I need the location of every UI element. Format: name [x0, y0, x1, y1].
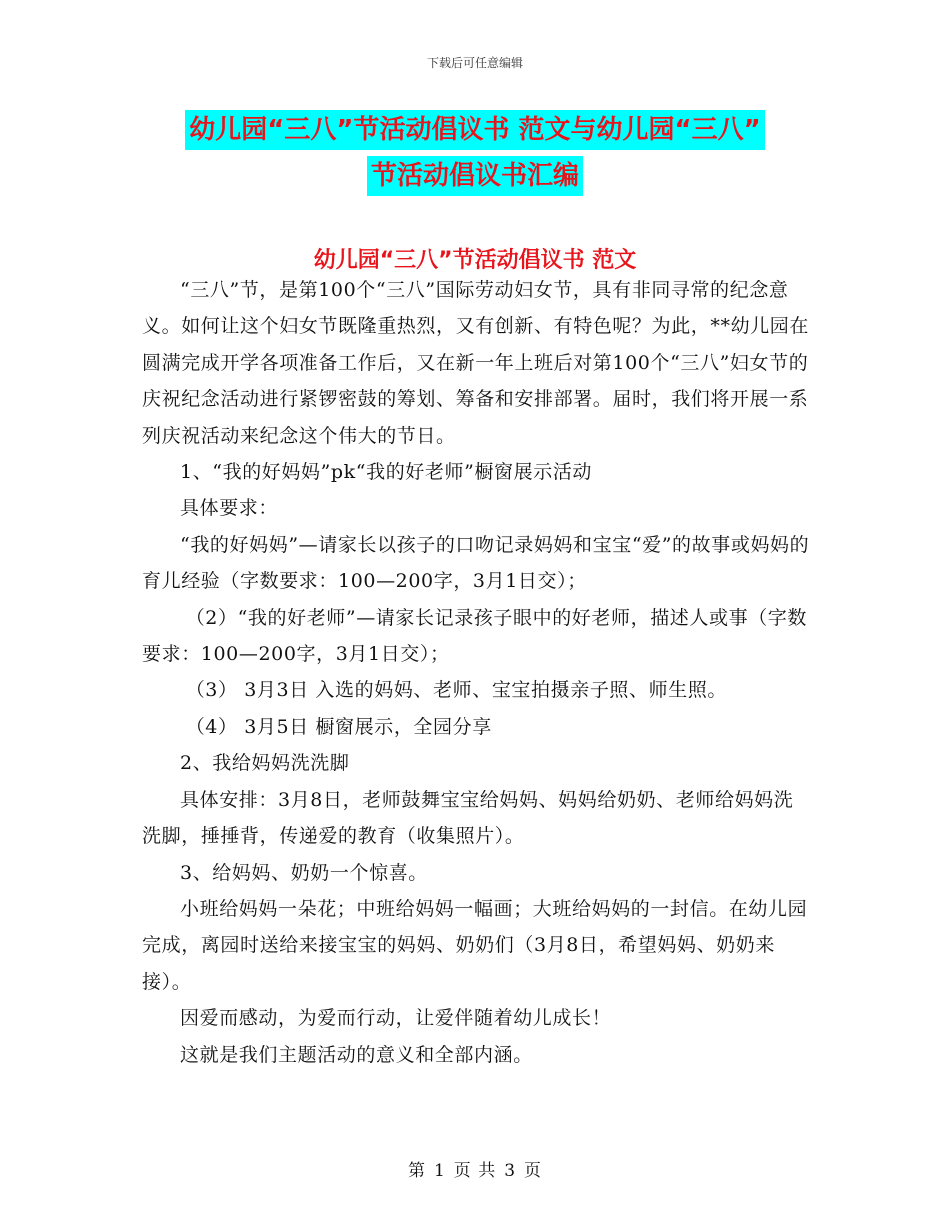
document-body: [142, 272, 812, 1073]
footer-prefix: 第: [407, 1161, 426, 1181]
paragraph-closing-2: 这就是我们主题活动的意义和全部内涵。: [180, 1043, 533, 1066]
footer-middle: 页 共: [453, 1161, 497, 1181]
paragraph-item-2-arrangement: 具体安排：3月8日，老师鼓舞宝宝给妈妈、妈妈给奶奶、老师给妈妈洗洗脚，捶捶背，传递爱的教育（收集照片）。: [142, 788, 794, 848]
page-header-note: 下载后可任意编辑: [426, 56, 523, 70]
footer-suffix: 页: [524, 1161, 543, 1181]
document-title: [0, 110, 950, 202]
footer-total-pages: 3: [504, 1161, 517, 1181]
title-line-2: 节活动倡议书汇编: [367, 156, 583, 196]
paragraph-photo-shoot: （3） 3月3日 入选的妈妈、老师、宝宝拍摄亲子照、师生照。: [185, 679, 728, 702]
paragraph-good-mom: “我的好妈妈”—请家长以孩子的口吻记录妈妈和宝宝“爱”的故事或妈妈的育儿经验（字数要求：100—200字，3月1日交）；: [142, 533, 810, 593]
paragraph-good-teacher: （2）“我的好老师”—请家长记录孩子眼中的好老师，描述人或事（字数要求：100—200字，3月1日交）；: [142, 606, 808, 666]
page-footer: [0, 1156, 950, 1181]
paragraph-item-3-heading: 3、给妈妈、奶奶一个惊喜。: [180, 861, 428, 884]
paragraph-item-2-heading: 2、我给妈妈洗洗脚: [180, 752, 350, 775]
paragraph-closing-1: 因爱而感动，为爱而行动，让爱伴随着幼儿成长！: [180, 1007, 612, 1030]
footer-page-number: 1: [433, 1161, 446, 1181]
section-title: 幼儿园“三八”节活动倡议书 范文: [313, 248, 637, 273]
title-line-1: 幼儿园“三八”节活动倡议书 范文与幼儿园“三八”: [185, 110, 764, 150]
paragraph-intro: “三八”节，是第100个“三八”国际劳动妇女节，具有非同寻常的纪念意义。如何让这个妇女节既隆重热烈，又有创新、有特色呢？为此，**幼儿园在圆满完成开学各项准备工作后，又在新一年上班后对第100个“三八”妇女节的庆祝纪念活动进行紧锣密鼓的筹划、筹备和安排部署。届时，我们将开展一系列庆祝活动来纪念这个伟大的节日。: [142, 279, 810, 447]
paragraph-item-1-heading: 1、“我的好妈妈”pk“我的好老师”橱窗展示活动: [180, 461, 593, 484]
paragraph-item-3-details: 小班给妈妈一朵花；中班给妈妈一幅画；大班给妈妈的一封信。在幼儿园完成，离园时送给来接宝宝的妈妈、奶奶们（3月8日，希望妈妈、奶奶来接）。: [142, 897, 808, 993]
paragraph-requirements-label: 具体要求：: [180, 497, 279, 520]
paragraph-window-display: （4） 3月5日 橱窗展示，全园分享: [185, 715, 492, 738]
